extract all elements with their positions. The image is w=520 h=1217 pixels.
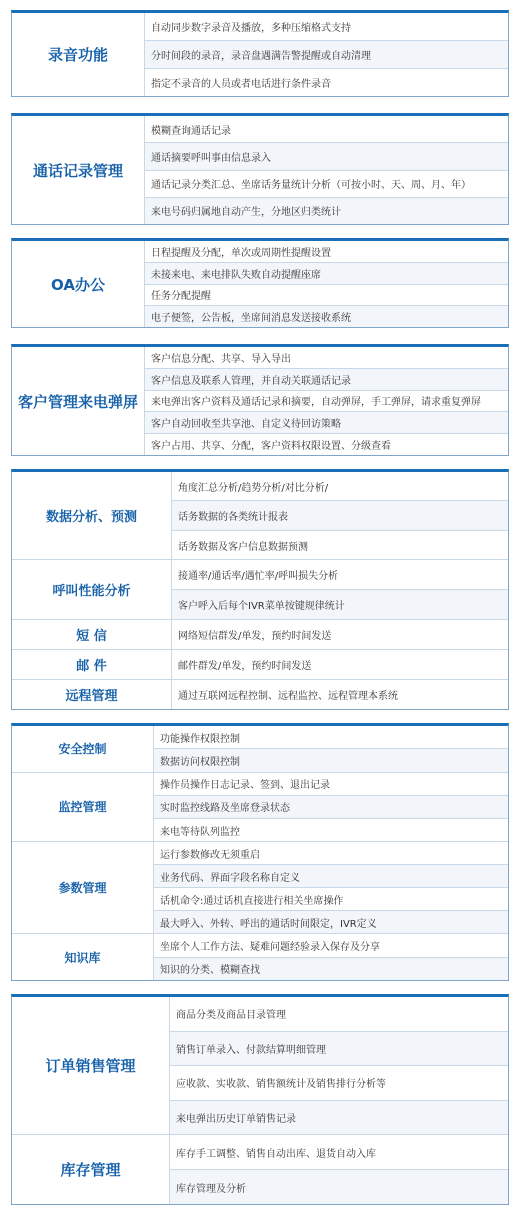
feature-item: 客户信息及联系人管理，并自动关联通话记录 (145, 368, 508, 390)
feature-item: 来电号码归属地自动产生，分地区归类统计 (145, 197, 508, 224)
feature-list (154, 726, 508, 772)
feature-item: 话机命令:通过话机直接进行相关坐席操作 (154, 887, 508, 910)
feature-item: 数据访问权限控制 (154, 748, 508, 771)
feature-list (172, 650, 508, 679)
feature-item: 电子便签，公告板，坐席间消息发送接收系统 (145, 305, 508, 327)
feature-item: 商品分类及商品目录管理 (176, 1010, 286, 1022)
feature-section (12, 116, 508, 224)
feature-item: 客户信息分配、共享、导入导出 (151, 353, 291, 365)
feature-list (145, 116, 508, 224)
feature-group (11, 113, 509, 225)
feature-list (170, 1135, 508, 1204)
feature-item: 业务代码、界面字段名称自定义 (154, 864, 508, 887)
category-title: OA办公 (12, 241, 145, 327)
feature-section (12, 347, 508, 455)
feature-list (154, 934, 508, 980)
category-title: 安全控制 (12, 726, 154, 772)
feature-item: 库存管理及分析 (170, 1169, 508, 1204)
feature-item: 通话记录分类汇总、坐席话务量统计分析（可按小时、天、周、月、年） (145, 170, 508, 197)
feature-item: 客户自动回收至共享池、自定义待回访策略 (145, 411, 508, 433)
feature-item: 未接来电、来电排队失败自动提醒座席 (145, 262, 508, 284)
category-title: 邮 件 (12, 650, 172, 679)
feature-section (12, 997, 508, 1134)
feature-item: 来电弹出客户资料及通话记录和摘要，自动弹屏，手工弹屏，请求重复弹屏 (145, 390, 508, 412)
feature-item: 指定不录音的人员或者电话进行条件录音 (145, 68, 508, 96)
feature-item: 坐席个人工作方法、疑难问题经验录入保存及分享 (160, 942, 380, 954)
feature-item: 销售订单录入、付款结算明细管理 (170, 1031, 508, 1066)
feature-item: 接通率/通话率/遇忙率/呼叫损失分析 (178, 571, 339, 583)
feature-item: 任务分配提醒 (145, 284, 508, 306)
feature-item: 日程提醒及分配，单次或周期性提醒设置 (151, 247, 331, 259)
category-title: 订单销售管理 (12, 997, 170, 1134)
category-title: 参数管理 (12, 842, 154, 933)
feature-item: 分时间段的录音，录音盘遇满告警提醒或自动清理 (145, 40, 508, 68)
feature-group (11, 10, 509, 97)
feature-item: 最大呼入、外转、呼出的通话时间限定，IVR定义 (154, 910, 508, 933)
feature-section (12, 841, 508, 933)
feature-group (11, 994, 509, 1205)
feature-section (12, 559, 508, 618)
category-title: 呼叫性能分析 (12, 560, 172, 618)
feature-list (172, 472, 508, 559)
feature-item: 实时监控线路及坐席登录状态 (154, 795, 508, 818)
feature-item: 话务数据及客户信息数据预测 (172, 530, 508, 559)
feature-section (12, 649, 508, 679)
feature-section (12, 241, 508, 327)
feature-section (12, 1134, 508, 1204)
feature-section (12, 726, 508, 772)
category-title: 客户管理来电弹屏 (12, 347, 145, 455)
feature-group (11, 723, 509, 981)
feature-section (12, 472, 508, 559)
category-title: 知识库 (12, 934, 154, 980)
feature-list (172, 620, 508, 649)
feature-item: 通话摘要呼叫事由信息录入 (145, 142, 508, 169)
feature-list (145, 347, 508, 455)
feature-item: 客户占用、共享、分配，客户资料权限设置、分级查看 (145, 433, 508, 455)
feature-item: 客户呼入后每个IVR菜单按键规律统计 (172, 589, 508, 619)
feature-section (12, 619, 508, 649)
category-title: 通话记录管理 (12, 116, 145, 224)
feature-item: 功能操作权限控制 (160, 733, 240, 745)
category-title: 数据分析、预测 (12, 472, 172, 559)
feature-section (12, 13, 508, 96)
feature-item: 来电等待队列监控 (154, 818, 508, 841)
category-title: 远程管理 (12, 680, 172, 709)
feature-item: 角度汇总分析/趋势分析/对比分析/ (178, 482, 329, 494)
feature-item: 网络短信群发/单发，预约时间发送 (178, 630, 332, 642)
feature-item: 库存手工调整、销售自动出库、退货自动入库 (176, 1148, 376, 1160)
feature-group (11, 344, 509, 456)
feature-section (12, 933, 508, 980)
feature-item: 话务数据的各类统计报表 (172, 500, 508, 529)
category-title: 录音功能 (12, 13, 145, 96)
feature-group (11, 469, 509, 710)
feature-item: 通过互联网远程控制、远程监控、远程管理本系统 (178, 690, 398, 702)
feature-item: 模糊查询通话记录 (151, 125, 231, 137)
feature-item: 应收款、实收款、销售额统计及销售排行分析等 (170, 1065, 508, 1100)
feature-list (145, 13, 508, 96)
feature-group (11, 238, 509, 328)
category-title: 监控管理 (12, 773, 154, 841)
feature-item: 知识的分类、模糊查找 (154, 957, 508, 980)
feature-item: 自动同步数字录音及播放，多种压缩格式支持 (151, 23, 351, 34)
feature-section (12, 772, 508, 841)
feature-item: 来电弹出历史订单销售记录 (170, 1100, 508, 1135)
feature-list (154, 773, 508, 841)
feature-list (172, 560, 508, 618)
category-title: 库存管理 (12, 1135, 170, 1204)
feature-item: 操作员操作日志记录、签到、退出记录 (160, 780, 330, 792)
feature-section (12, 679, 508, 709)
feature-list (154, 842, 508, 933)
feature-item: 运行参数修改无须重启 (160, 849, 260, 861)
feature-item: 邮件群发/单发，预约时间发送 (178, 660, 312, 672)
feature-list (172, 680, 508, 709)
feature-list (170, 997, 508, 1134)
feature-list (145, 241, 508, 327)
category-title: 短 信 (12, 620, 172, 649)
